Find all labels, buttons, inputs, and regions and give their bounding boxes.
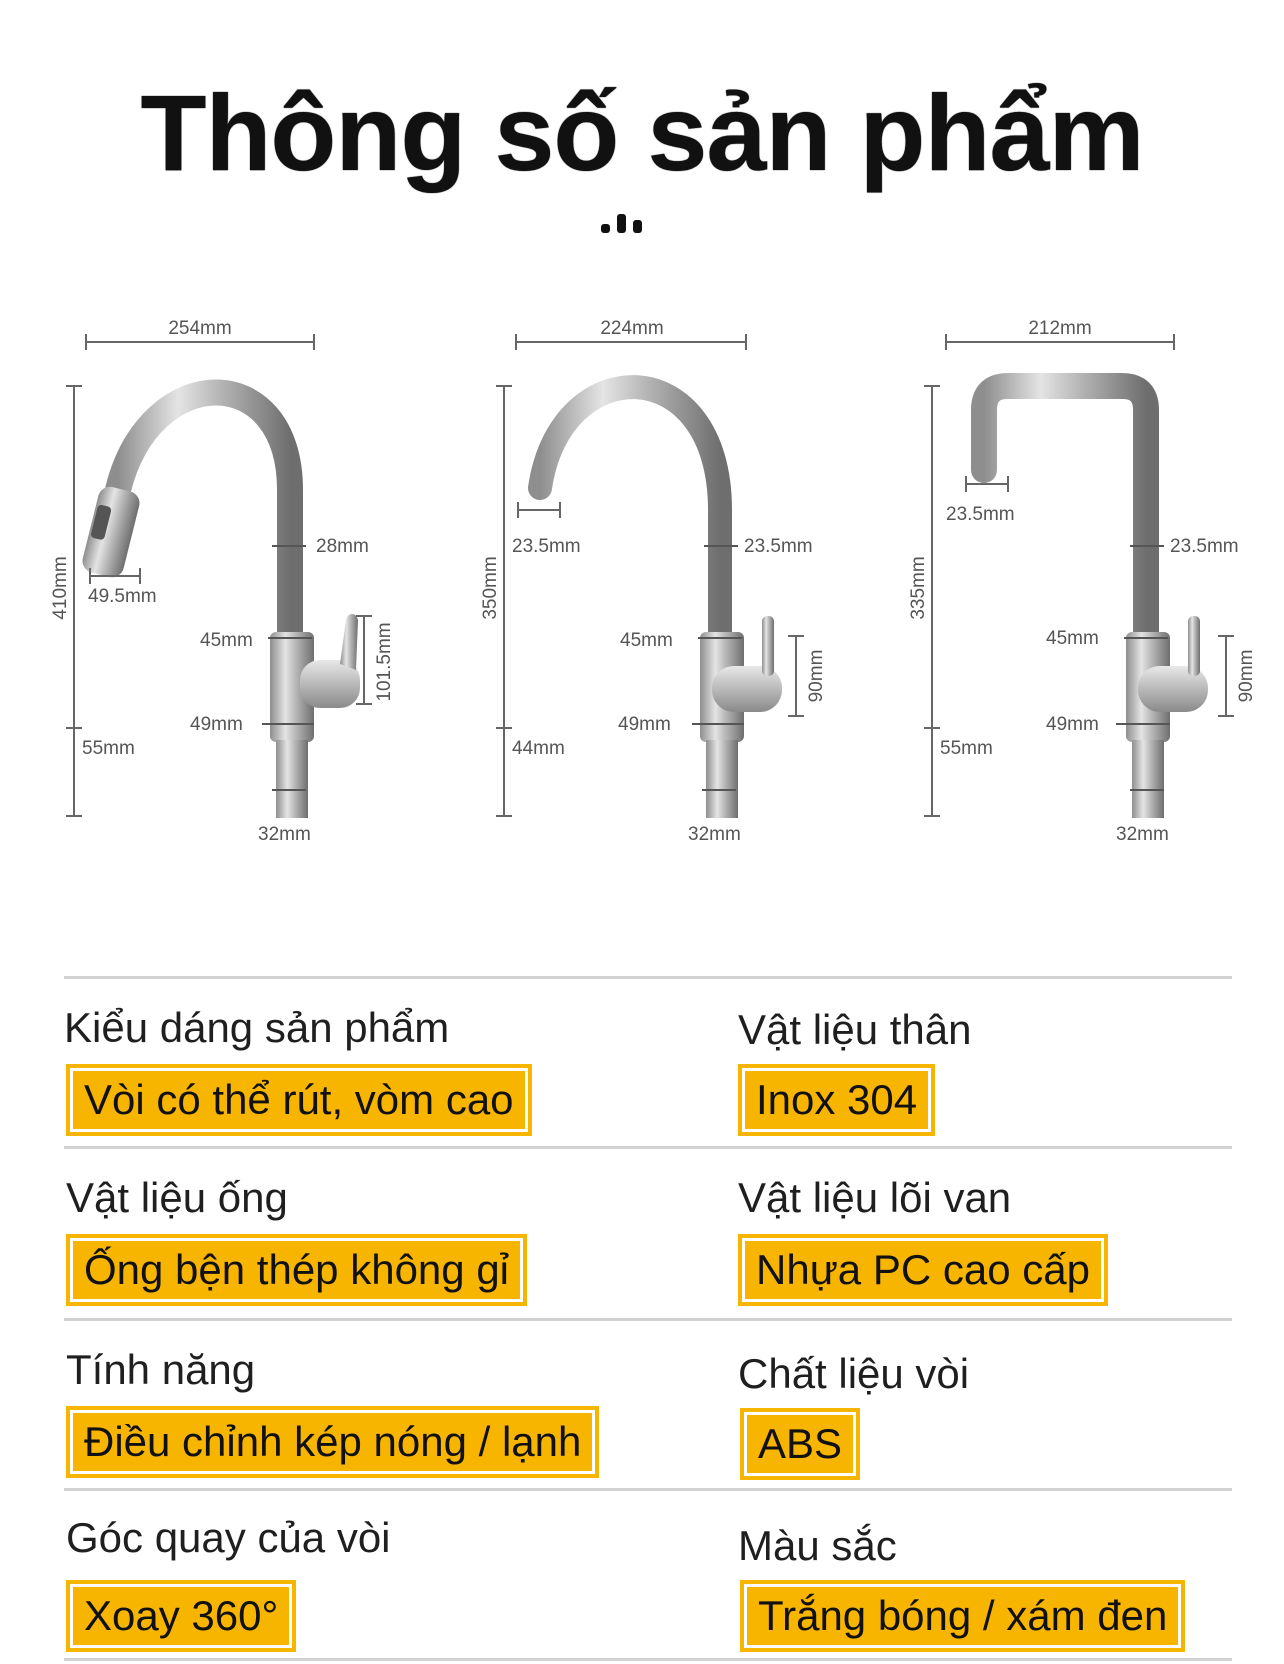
faucet-3-base-height: 55mm — [940, 738, 993, 759]
faucet-diagrams-svg — [0, 320, 1284, 880]
faucet-2-pipe-diameter: 23.5mm — [744, 536, 813, 557]
faucet-2-spout-diameter: 23.5mm — [512, 536, 581, 557]
faucet-2-base-width: 49mm — [618, 714, 671, 735]
spec-divider — [64, 976, 1232, 979]
faucet-1-base-width: 49mm — [190, 714, 243, 735]
spec-value-feature: Điều chỉnh kép nóng / lạnh — [66, 1406, 599, 1478]
faucet-2-height: 350mm — [480, 556, 501, 620]
faucet-1-shank-diameter: 32mm — [258, 824, 311, 845]
faucet-3-height: 335mm — [908, 556, 929, 620]
faucet-dimension-diagrams — [0, 320, 1284, 880]
faucet-1-spray-head: 49.5mm — [88, 586, 157, 607]
spec-label-spout-material: Chất liệu vòi — [738, 1350, 970, 1397]
faucet-3-body-width: 45mm — [1046, 628, 1099, 649]
spec-value-style: Vòi có thể rút, vòm cao — [66, 1064, 532, 1136]
faucet-3-spout-diameter: 23.5mm — [946, 504, 1015, 525]
faucet-2-base-height: 44mm — [512, 738, 565, 759]
spec-label-valve-core: Vật liệu lõi van — [738, 1174, 1012, 1221]
faucet-3-shank-diameter: 32mm — [1116, 824, 1169, 845]
spec-divider — [64, 1318, 1232, 1321]
faucet-2-width: 224mm — [600, 320, 664, 339]
faucet-1-handle-height: 101.5mm — [374, 622, 395, 702]
spec-value-spout-material: ABS — [740, 1408, 860, 1480]
spec-value-body-material: Inox 304 — [738, 1064, 935, 1136]
faucet-3-pipe-diameter: 23.5mm — [1170, 536, 1239, 557]
faucet-3-width: 212mm — [1028, 320, 1092, 339]
spec-value-color: Trắng bóng / xám đen — [740, 1580, 1185, 1652]
faucet-3-handle-height: 90mm — [1236, 649, 1257, 703]
faucet-1-width: 254mm — [168, 320, 232, 339]
spec-value-rotation: Xoay 360° — [66, 1580, 296, 1652]
faucet-3-base-width: 49mm — [1046, 714, 1099, 735]
spec-value-valve-core: Nhựa PC cao cấp — [738, 1234, 1108, 1306]
faucet-1-diagram — [50, 320, 395, 845]
faucet-2-shank-diameter: 32mm — [688, 824, 741, 845]
faucet-2-handle-height: 90mm — [806, 649, 827, 703]
faucet-1-pipe-diameter: 28mm — [316, 536, 369, 557]
spec-divider — [64, 1146, 1232, 1149]
spec-label-rotation: Góc quay của vòi — [66, 1514, 391, 1561]
spec-divider — [64, 1658, 1232, 1661]
spec-label-color: Màu sắc — [738, 1522, 897, 1569]
faucet-1-base-height: 55mm — [82, 738, 135, 759]
page-title: Thông số sản phẩm — [140, 72, 1144, 193]
faucet-3-diagram — [908, 320, 1257, 845]
spec-divider — [64, 1488, 1232, 1491]
faucet-1-body-width: 45mm — [200, 630, 253, 651]
faucet-2-diagram — [480, 320, 827, 845]
faucet-1-height: 410mm — [50, 556, 71, 620]
spec-label-pipe-material: Vật liệu ống — [66, 1174, 288, 1221]
spec-value-pipe-material: Ống bện thép không gỉ — [66, 1234, 527, 1306]
spec-label-feature: Tính năng — [66, 1346, 256, 1393]
faucet-2-body-width: 45mm — [620, 630, 673, 651]
spec-label-body-material: Vật liệu thân — [738, 1006, 972, 1053]
spec-label-style: Kiểu dáng sản phẩm — [64, 1004, 450, 1051]
